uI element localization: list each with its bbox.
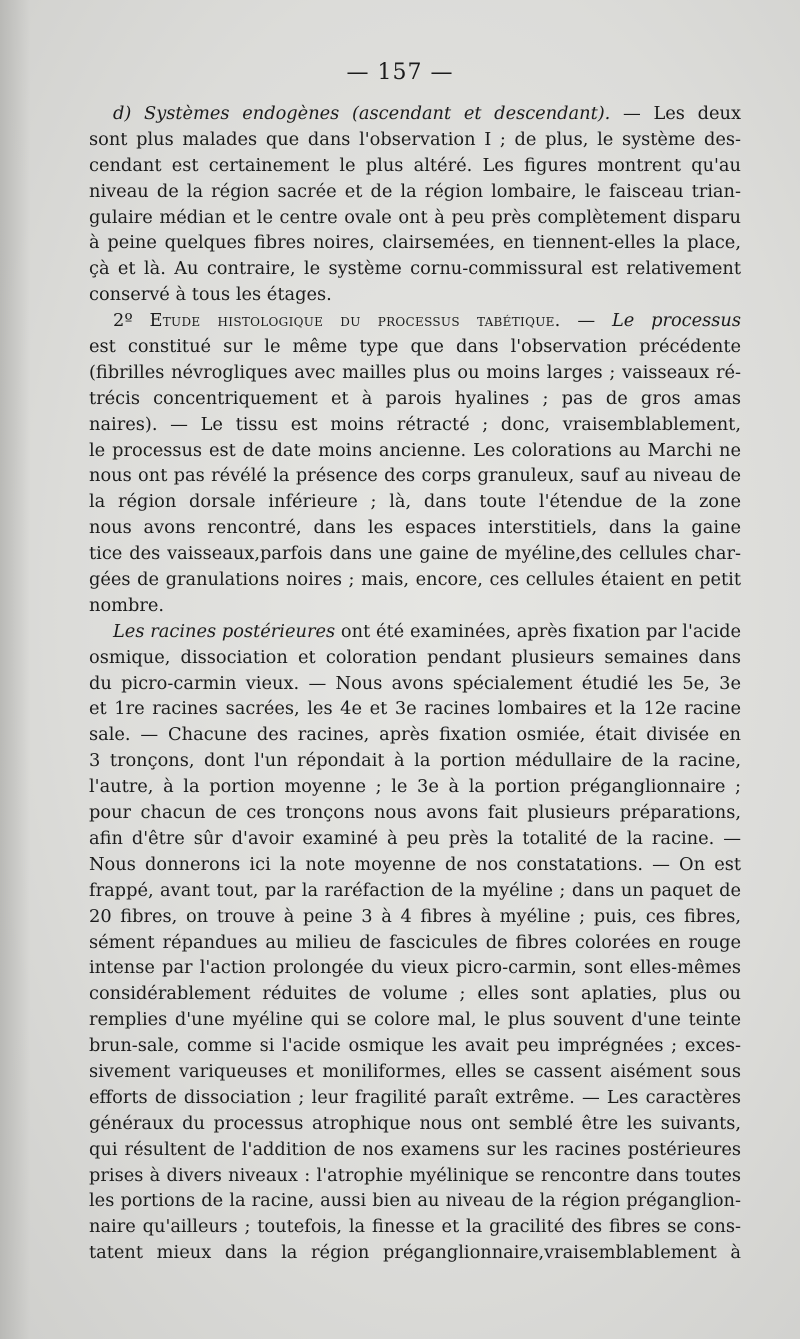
text-line-content bbox=[89, 802, 741, 823]
text-line-content bbox=[89, 1216, 741, 1237]
text-line bbox=[89, 645, 741, 671]
page-number: — 157 — bbox=[346, 60, 454, 85]
text-line bbox=[89, 463, 741, 489]
text-run: est constitué sur le même type que dans l'observation précédente bbox=[89, 336, 741, 358]
italic-text: d) bbox=[113, 103, 145, 124]
text-line-content bbox=[89, 698, 741, 722]
text-line bbox=[89, 955, 741, 981]
text-run: nombre. bbox=[89, 594, 165, 616]
text-run: çà et là. Au contraire, le système cornu-commissural est relativement bbox=[89, 258, 741, 280]
text-line-content bbox=[89, 750, 741, 771]
text-line-content bbox=[89, 932, 741, 953]
text-line bbox=[89, 515, 741, 541]
text-line-content bbox=[89, 1009, 741, 1030]
text-line bbox=[89, 619, 741, 645]
text-line-content bbox=[89, 1242, 741, 1266]
text-run: ont été examinées, après fixation par l'acide bbox=[335, 620, 741, 642]
text-run: osmique, dissociation et coloration pendant plusieurs semaines dans bbox=[89, 646, 741, 668]
text-run: cendant est certainement le plus altéré. Les figures montrent qu'au bbox=[89, 154, 741, 176]
text-line bbox=[89, 308, 741, 334]
text-line-content bbox=[89, 1190, 741, 1211]
text-run: naires). — Le tissu est moins rétracté ; donc, vraisemblablement, bbox=[89, 413, 741, 435]
page-gutter-shadow bbox=[0, 0, 30, 1339]
italic-text: Le processus bbox=[611, 310, 741, 332]
text-line bbox=[89, 230, 741, 256]
text-run: tice des vaisseaux,parfois dans une gaine de myéline,des cellules char- bbox=[89, 543, 741, 565]
text-line bbox=[89, 489, 741, 515]
text-line bbox=[89, 256, 741, 282]
text-run: prises à divers niveaux : l'atrophie myélinique se rencontre dans toutes bbox=[89, 1164, 741, 1186]
text-line bbox=[89, 567, 741, 593]
text-run: efforts de dissociation ; leur fragilité paraît extrême. — Les caractères bbox=[89, 1086, 741, 1108]
text-line-content bbox=[89, 155, 741, 176]
text-line-content bbox=[89, 776, 741, 797]
text-line-content bbox=[89, 543, 741, 564]
text-line bbox=[89, 1111, 741, 1137]
text-run: pour chacun de ces tronçons nous avons fait plusieurs préparations, bbox=[89, 802, 741, 824]
text-run: qui résultent de l'addition de nos examens sur les racines postérieures bbox=[89, 1138, 741, 1160]
text-line bbox=[89, 386, 741, 412]
text-line bbox=[89, 541, 741, 567]
text-run: 20 fibres, on trouve à peine 3 à 4 fibres à myéline ; puis, ces fibres, bbox=[89, 905, 741, 927]
text-run: 2º bbox=[113, 310, 150, 332]
text-line bbox=[89, 153, 741, 179]
text-line bbox=[89, 205, 741, 231]
text-line-content bbox=[89, 1113, 741, 1134]
text-line bbox=[89, 179, 741, 205]
text-run: le processus est de date moins ancienne. Les colorations au Marchi ne bbox=[89, 439, 741, 461]
text-line bbox=[89, 981, 741, 1007]
text-run: gées de granulations noires ; mais, encore, ces cellules étaient en petit bbox=[89, 569, 741, 591]
text-line-content bbox=[113, 621, 741, 642]
text-line-content bbox=[89, 673, 741, 694]
text-line-content bbox=[89, 1061, 741, 1085]
text-run: 3 tronçons, dont l'un répondait à la portion médullaire de la racine, bbox=[89, 750, 741, 772]
text-line-content bbox=[89, 880, 741, 901]
text-run: nous ont pas révélé la présence des corps granuleux, sauf au niveau de bbox=[89, 465, 741, 487]
text-line-content bbox=[89, 336, 741, 357]
italic-text: Les racines postérieures bbox=[113, 620, 336, 642]
text-line-content bbox=[89, 517, 741, 541]
text-line-content bbox=[89, 647, 741, 668]
text-line-content bbox=[89, 388, 741, 412]
text-run: sont plus malades que dans l'observation I ; de plus, le système des- bbox=[89, 128, 741, 150]
text-line bbox=[89, 438, 741, 464]
text-line bbox=[89, 101, 741, 127]
text-line bbox=[89, 904, 741, 930]
text-line bbox=[89, 1240, 741, 1266]
text-line bbox=[89, 1007, 741, 1033]
text-run: la région dorsale inférieure ; là, dans toute l'étendue de la zone bbox=[89, 491, 741, 513]
text-line bbox=[89, 1214, 741, 1240]
text-line bbox=[89, 1163, 741, 1189]
text-line bbox=[89, 127, 741, 153]
body-text bbox=[89, 101, 741, 1266]
text-line bbox=[89, 1059, 741, 1085]
text-line bbox=[89, 800, 741, 826]
text-line-content bbox=[89, 491, 741, 515]
text-line bbox=[89, 1137, 741, 1163]
text-line-content bbox=[89, 957, 741, 978]
text-line bbox=[89, 1188, 741, 1214]
text-run: Nous donnerons ici la note moyenne de nos constatations. — On est bbox=[89, 853, 741, 875]
text-line-content bbox=[89, 362, 741, 383]
text-line-content bbox=[89, 207, 741, 231]
text-line bbox=[89, 334, 741, 360]
text-line-content bbox=[89, 1165, 741, 1186]
text-run: intense par l'action prolongée du vieux picro-carmin, sont elles-mêmes bbox=[89, 957, 741, 979]
text-line-content bbox=[89, 414, 741, 435]
text-run: niveau de la région sacrée et de la région lombaire, le faisceau trian- bbox=[89, 180, 741, 202]
text-run: nous avons rencontré, dans les espaces interstitiels, dans la gaine bbox=[89, 517, 741, 539]
text-line bbox=[89, 878, 741, 904]
text-line-content bbox=[89, 129, 741, 150]
text-run: du picro-carmin vieux. — Nous avons spécialement étudié les 5e, 3e bbox=[89, 672, 741, 694]
text-run: — bbox=[560, 310, 612, 332]
text-line-content bbox=[89, 440, 741, 461]
text-line-content bbox=[89, 232, 741, 253]
text-run: les portions de la racine, aussi bien au niveau de la région préganglion- bbox=[89, 1190, 741, 1212]
text-line-content bbox=[89, 983, 741, 1007]
text-line-content bbox=[89, 569, 741, 590]
text-run: sément répandues au milieu de fascicules de fibres colorées en rouge bbox=[89, 931, 741, 953]
text-line-content bbox=[89, 258, 741, 279]
small-caps-heading: Etude histologique du processus tabétique. bbox=[149, 310, 561, 332]
text-run: frappé, avant tout, par la raréfaction de la myéline ; dans un paquet de bbox=[89, 879, 741, 901]
text-line bbox=[89, 1085, 741, 1111]
text-line bbox=[89, 593, 741, 619]
text-line-content bbox=[113, 103, 741, 127]
text-run: sivement variqueuses et moniliformes, elles se cassent aisément sous bbox=[89, 1060, 741, 1082]
text-line bbox=[89, 930, 741, 956]
text-line bbox=[89, 1033, 741, 1059]
text-line-content bbox=[89, 181, 741, 202]
text-line-content bbox=[89, 1035, 741, 1056]
italic-text: Systèmes endogènes (ascendant et descendant). bbox=[144, 103, 611, 124]
text-run: l'autre, à la portion moyenne ; le 3e à la portion préganglionnaire ; bbox=[89, 776, 741, 798]
text-line-content bbox=[113, 310, 741, 334]
text-line bbox=[89, 748, 741, 774]
text-run: considérablement réduites de volume ; elles sont aplaties, plus ou bbox=[89, 983, 741, 1005]
text-line bbox=[89, 282, 741, 308]
text-run: (fibrilles névrogliques avec mailles plus ou moins larges ; vaisseaux ré- bbox=[89, 361, 741, 383]
text-line-content bbox=[89, 595, 164, 616]
text-run: remplies d'une myéline qui se colore mal, le plus souvent d'une teinte bbox=[89, 1009, 741, 1031]
text-run: afin d'être sûr d'avoir examiné à peu près la totalité de la racine. — bbox=[89, 827, 741, 849]
text-line-content bbox=[89, 906, 741, 930]
text-line bbox=[89, 360, 741, 386]
text-run: sale. — Chacune des racines, après fixation osmiée, était divisée en bbox=[89, 724, 741, 746]
text-run: brun-sale, comme si l'acide osmique les avait peu imprégnées ; exces- bbox=[89, 1035, 741, 1057]
text-run: gulaire médian et le centre ovale ont à peu près complètement disparu bbox=[89, 206, 741, 228]
text-line bbox=[89, 852, 741, 878]
text-line-content bbox=[89, 284, 332, 305]
text-run: trécis concentriquement et à parois hyalines ; pas de gros amas bbox=[89, 387, 741, 409]
text-line bbox=[89, 696, 741, 722]
text-run: — Les deux bbox=[623, 103, 741, 124]
text-run: et 1re racines sacrées, les 4e et 3e racines lombaires et la 12e racine bbox=[89, 698, 741, 720]
text-run: tatent mieux dans la région préganglionnaire,vraisemblablement à bbox=[89, 1242, 741, 1264]
text-run: conservé à tous les étages. bbox=[89, 284, 332, 306]
text-line bbox=[89, 412, 741, 438]
text-line bbox=[89, 826, 741, 852]
text-run: à peine quelques fibres noires, clairsemées, en tiennent-elles la place, bbox=[89, 232, 741, 254]
text-line bbox=[89, 722, 741, 748]
text-line bbox=[89, 671, 741, 697]
text-line-content bbox=[89, 1139, 741, 1160]
text-line-content bbox=[89, 854, 741, 875]
text-line-content bbox=[89, 465, 741, 486]
text-line-content bbox=[89, 724, 741, 745]
text-run: naire qu'ailleurs ; toutefois, la finesse et la gracilité des fibres se cons- bbox=[89, 1216, 741, 1238]
text-run: généraux du processus atrophique nous ont semblé être les suivants, bbox=[89, 1112, 741, 1134]
text-line-content bbox=[89, 1087, 741, 1108]
text-line-content bbox=[89, 828, 741, 849]
text-line bbox=[89, 774, 741, 800]
